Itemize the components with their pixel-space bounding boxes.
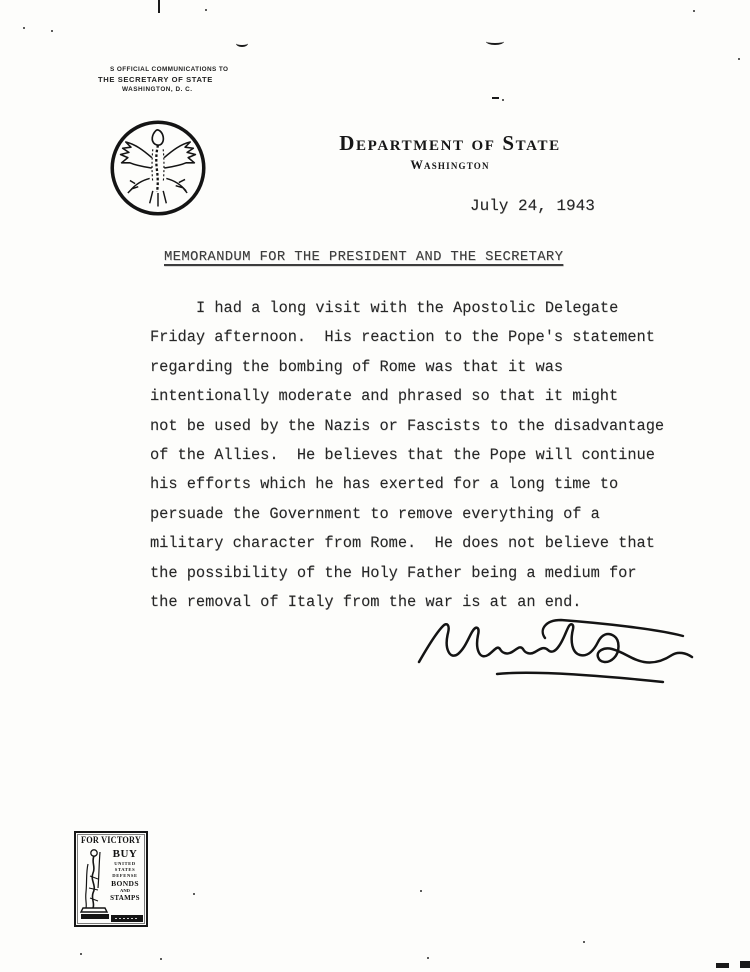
stamp-bonds-label: BONDS <box>111 879 139 889</box>
memo-body <box>150 294 680 617</box>
body-line: the removal of Italy from the war is at an end. <box>150 593 582 612</box>
department-header <box>300 131 600 173</box>
stamp-tiny-line: STATES <box>114 866 136 872</box>
scan-mark <box>492 97 499 99</box>
address-line: S OFFICIAL COMMUNICATIONS TO <box>110 66 229 73</box>
memo-date: July 24, 1943 <box>470 197 595 215</box>
body-line: his efforts which he has exerted for a long time to <box>150 475 619 494</box>
scan-smudge <box>716 963 729 968</box>
stamp-tiny-line: UNITED <box>114 860 136 866</box>
body-line: intentionally moderate and phrased so that it might <box>150 387 619 406</box>
stamp-stamps-label: STAMPS <box>110 894 140 903</box>
scan-speck <box>427 957 429 959</box>
address-line: WASHINGTON, D. C. <box>122 86 193 93</box>
stamp-tiny-line: DEFENSE <box>112 872 138 878</box>
stamp-top-label: FOR VICTORY <box>80 835 142 845</box>
department-name: Department of State <box>339 131 561 155</box>
body-line: not be used by the Nazis or Fascists to the disadvantage <box>150 416 665 435</box>
scan-mark <box>486 38 504 45</box>
scan-speck <box>80 953 82 955</box>
scan-speck <box>420 890 422 892</box>
scan-speck <box>583 941 585 943</box>
state-seal-icon <box>106 116 210 220</box>
memo-title: MEMORANDUM FOR THE PRESIDENT AND THE SECRETARY <box>164 250 564 265</box>
scan-mark <box>158 0 160 13</box>
victory-stamp <box>74 831 148 927</box>
signature <box>405 600 705 690</box>
body-line: Friday afternoon. His reaction to the Pope's statement <box>150 328 655 347</box>
body-line: military character from Rome. He does not believe that <box>150 534 655 553</box>
stamp-and-label: AND <box>120 888 130 894</box>
scan-speck <box>23 27 25 29</box>
body-line: persuade the Government to remove everything of a <box>150 504 600 523</box>
body-line: I had a long visit with the Apostolic Delegate <box>196 299 619 317</box>
body-line: the possibility of the Holy Father being a medium for <box>150 563 637 582</box>
body-line: of the Allies. He believes that the Pope will continue <box>150 446 655 465</box>
stamp-buy-label: BUY <box>112 848 138 860</box>
letterhead-address <box>98 66 248 93</box>
scan-speck <box>160 958 162 960</box>
stamp-bottom-bar <box>111 915 143 922</box>
scan-speck <box>502 99 504 101</box>
scan-speck <box>205 9 207 11</box>
scan-speck <box>193 893 195 895</box>
scan-speck <box>693 10 695 12</box>
scan-smudge <box>740 961 750 968</box>
scan-speck <box>51 30 53 32</box>
address-line: THE SECRETARY OF STATE <box>98 75 213 84</box>
body-line: regarding the bombing of Rome was that it was <box>150 357 564 376</box>
scan-speck <box>738 58 740 60</box>
department-city: Washington <box>410 158 490 172</box>
stamp-text-block <box>107 849 143 902</box>
scan-mark <box>236 40 248 47</box>
